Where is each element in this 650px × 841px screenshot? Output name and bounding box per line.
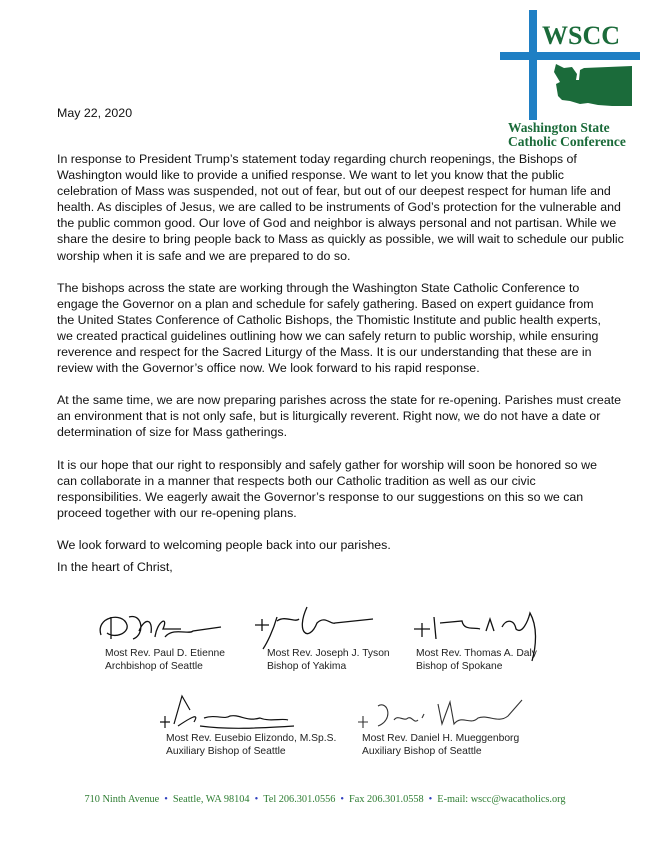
text-line: proceed together with our re-opening plans. (57, 505, 297, 520)
text-line: engage the Governor on a plan and schedule for safely gathering. Based on expert guidance from (57, 296, 594, 311)
text-line: worship when it is safe and we are prepared to do so. (57, 248, 351, 263)
wscc-logo (500, 8, 640, 150)
paragraph-4 (57, 457, 637, 521)
text-line: Washington would like to provide a unified response. We want to let you know that the public (57, 168, 564, 183)
text-line: the United States Conference of Catholic Bishops, the Thomistic Institute and public health experts, (57, 312, 601, 327)
signature-block: Most Rev. Eusebio Elizondo, M.Sp.S. Auxiliary Bishop of Seattle (166, 732, 336, 758)
letterhead-footer (0, 794, 650, 805)
text-line: celebration of Mass was suspended, not out of fear, but out of our deepest respect for human life and (57, 184, 611, 199)
footer-tel: Tel 206.301.0556 (263, 794, 336, 805)
paragraph-5 (57, 537, 637, 553)
text-line: an environment that is not only safe, but is liturgically reverent. Right now, we do not have a date or (57, 409, 601, 424)
paragraph-1 (57, 151, 637, 264)
text-line: review with the Governor’s office now. We look forward to his rapid response. (57, 361, 480, 376)
text-line: responsibilities. We eagerly await the Governor’s response to our suggestions on this so we can (57, 489, 584, 504)
text-line: health. As disciples of Jesus, we are called to be instruments of God’s protection for the vulnerable and (57, 200, 621, 215)
footer-address: 710 Ninth Avenue (84, 794, 160, 805)
footer-city: Seattle, WA 98104 (172, 794, 250, 805)
signature-block: Most Rev. Joseph J. Tyson Bishop of Yakima (267, 647, 390, 673)
text-line: reverence and respect for the Sacred Liturgy of the Mass. It is our understanding that these are in (57, 345, 592, 360)
closing-salutation: In the heart of Christ, (57, 560, 173, 574)
signature-etienne-icon (93, 607, 233, 647)
bullet-separator: • (164, 794, 168, 805)
cross-and-state-icon (500, 8, 640, 150)
signature-elizondo-icon (160, 692, 310, 737)
bullet-separator: • (428, 794, 433, 805)
text-line: share the desire to bring people back to Mass as quickly as possible, we will wait to schedule our public (57, 232, 624, 247)
text-line: At the same time, we are now preparing parishes across the state for re-opening. Parishes must create (57, 393, 622, 408)
text-line: In response to President Trump’s statement today regarding church reopenings, the Bishops of (57, 152, 577, 166)
wscc-acronym: WSCC (542, 21, 621, 50)
signature-block: Most Rev. Daniel H. Mueggenborg Auxiliary Bishop of Seattle (362, 732, 519, 758)
text-line: The bishops across the state are working through the Washington State Catholic Conference to (57, 280, 580, 295)
signature-mueggenborg-icon (358, 696, 528, 736)
text-line: can collaborate in a manner that respects both our Catholic tradition as well as our civic (57, 473, 536, 488)
signature-daly-icon (414, 607, 544, 657)
paragraph-2 (57, 280, 637, 377)
text-line: determination of size for Mass gatherings. (57, 425, 288, 440)
text-line: We look forward to welcoming people back into our parishes. (57, 537, 391, 552)
svg-text:Washington State: Washington State (508, 120, 610, 135)
footer-fax: Fax 206.301.0558 (349, 794, 424, 805)
footer-email[interactable]: E-mail: wscc@wacatholics.org (437, 794, 566, 805)
signature-tyson-icon (255, 603, 395, 648)
bullet-separator: • (254, 794, 259, 805)
letter-date: May 22, 2020 (57, 106, 133, 120)
letter-body (57, 151, 637, 569)
signature-block: Most Rev. Paul D. Etienne Archbishop of Seattle (105, 647, 225, 673)
text-line: the public common good. Our love of God and neighbor is always personal and not partisan. While we (57, 216, 617, 231)
signature-block: Most Rev. Thomas A. Daly Bishop of Spokane (416, 647, 537, 673)
text-line: It is our hope that our right to responsibly and safely gather for worship will soon be honored so we (57, 457, 597, 472)
paragraph-3 (57, 392, 637, 440)
svg-text:Catholic Conference: Catholic Conference (508, 134, 626, 149)
text-line: we created practical guidelines outlining how we can safely return to public worship, while ensuring (57, 328, 599, 343)
bullet-separator: • (340, 794, 345, 805)
